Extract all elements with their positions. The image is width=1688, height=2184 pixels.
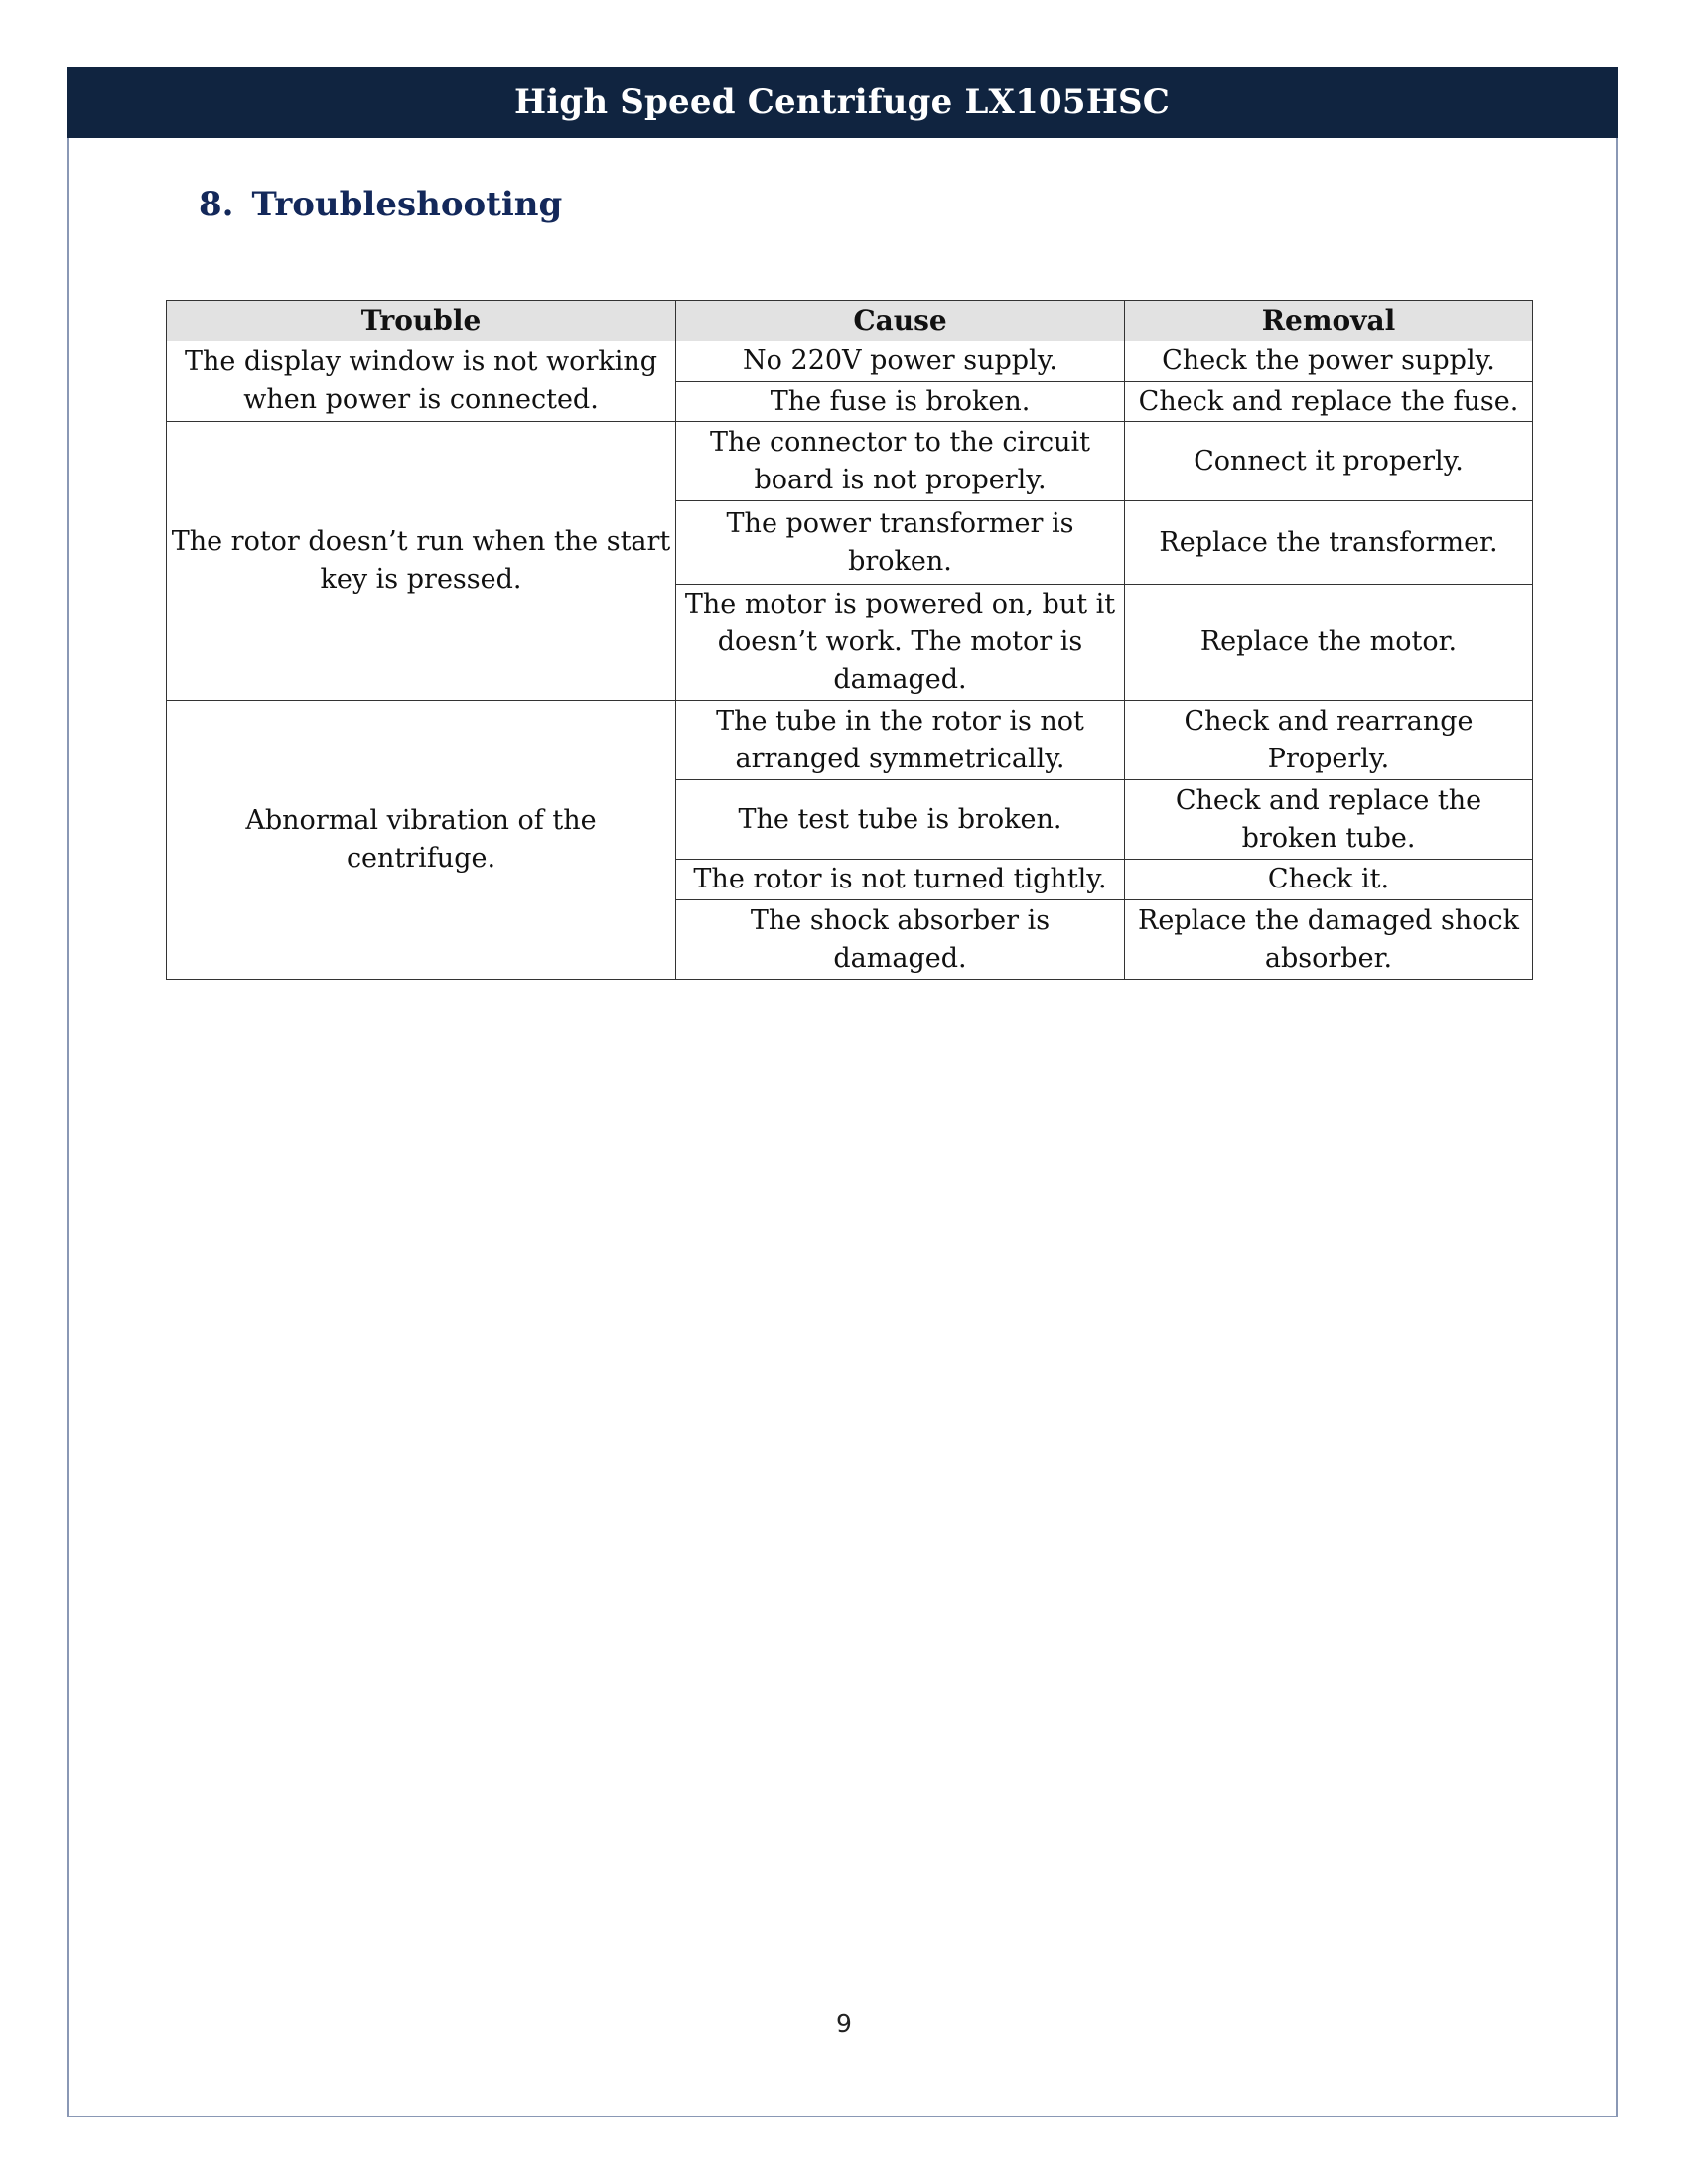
column-header-removal: Removal [1125, 301, 1533, 341]
removal-cell: Check and rearrange Properly. [1125, 701, 1533, 780]
page-number: 9 [836, 2009, 852, 2038]
table-row [167, 341, 1533, 382]
cause-cell: The power transformer is broken. [676, 501, 1125, 585]
table-header-row [167, 301, 1533, 341]
document-header [67, 67, 1618, 138]
column-header-cause: Cause [676, 301, 1125, 341]
removal-cell: Check it. [1125, 860, 1533, 900]
removal-cell: Connect it properly. [1125, 422, 1533, 501]
cause-cell: No 220V power supply. [676, 341, 1125, 382]
trouble-cell: The display window is not working when power is connected. [167, 341, 676, 422]
table-row [167, 422, 1533, 501]
section-number: 8. [199, 185, 234, 224]
trouble-cell: The rotor doesn’t run when the start key is pressed. [167, 422, 676, 701]
removal-cell: Replace the motor. [1125, 585, 1533, 701]
cause-cell: The shock absorber is damaged. [676, 900, 1125, 980]
cause-cell: The fuse is broken. [676, 382, 1125, 422]
section-title: Troubleshooting [251, 185, 563, 224]
column-header-trouble: Trouble [167, 301, 676, 341]
document-title: High Speed Centrifuge LX105HSC [513, 82, 1171, 122]
cause-cell: The motor is powered on, but it doesn’t work. The motor is damaged. [676, 585, 1125, 701]
table-row [167, 701, 1533, 780]
removal-cell: Check and replace the broken tube. [1125, 780, 1533, 860]
section-heading [199, 185, 562, 224]
removal-cell: Replace the damaged shock absorber. [1125, 900, 1533, 980]
removal-cell: Check the power supply. [1125, 341, 1533, 382]
removal-cell: Replace the transformer. [1125, 501, 1533, 585]
cause-cell: The rotor is not turned tightly. [676, 860, 1125, 900]
troubleshooting-table [166, 300, 1533, 980]
cause-cell: The connector to the circuit board is not properly. [676, 422, 1125, 501]
cause-cell: The test tube is broken. [676, 780, 1125, 860]
trouble-cell: Abnormal vibration of the centrifuge. [167, 701, 676, 980]
cause-cell: The tube in the rotor is not arranged symmetrically. [676, 701, 1125, 780]
removal-cell: Check and replace the fuse. [1125, 382, 1533, 422]
